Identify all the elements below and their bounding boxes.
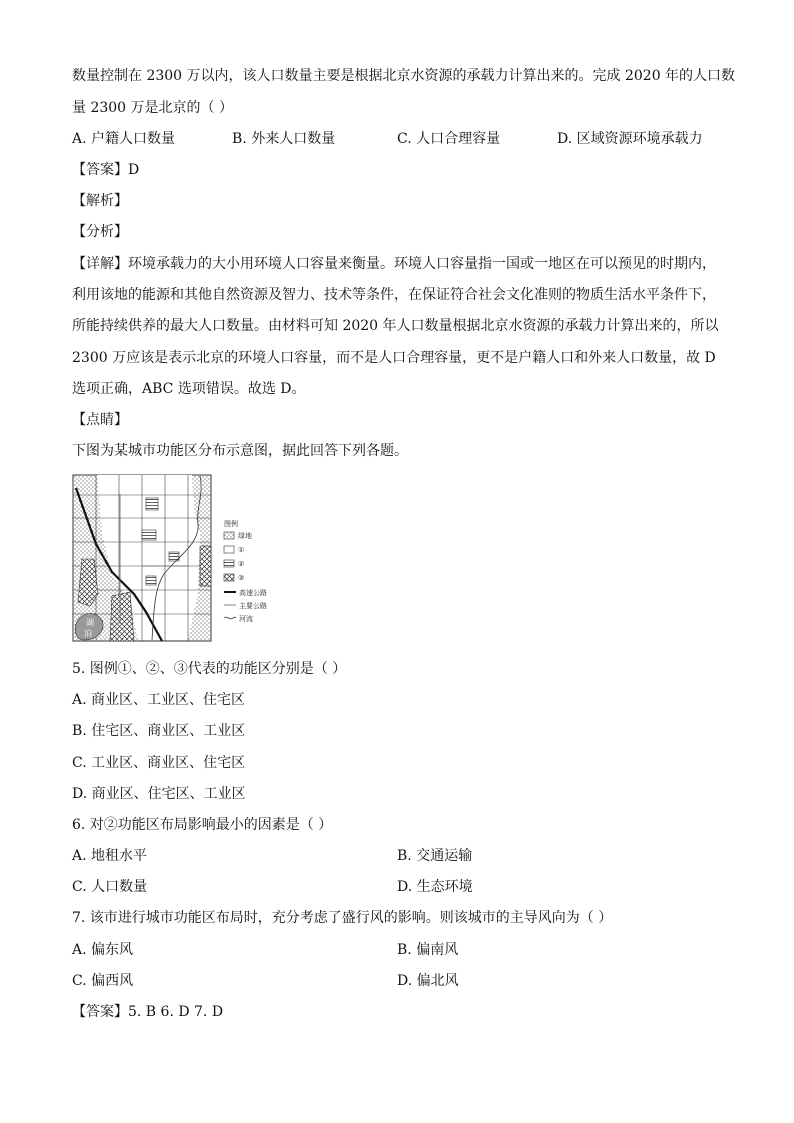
q7-stem: 7. 该市进行城市功能区布局时，充分考虑了盛行风的影响。则该城市的主导风向为（ ）: [72, 910, 613, 926]
dianjing-heading: 【点睛】: [72, 412, 128, 428]
city-function-map: [72, 474, 304, 644]
q5-option-c: C. 工业区、商业区、住宅区: [72, 755, 246, 771]
prev-answer: 【答案】D: [72, 162, 140, 178]
q7-option-c: C. 偏西风: [72, 973, 134, 989]
detail-line-5: 选项正确，ABC 选项错误。故选 D。: [72, 381, 306, 397]
detail-line-1: 【详解】环境承载力的大小用环境人口容量来衡量。环境人口容量指一国或一地区在可以预见的时期内，: [72, 256, 716, 272]
q7-option-a: A. 偏东风: [72, 942, 134, 958]
intro-line-1: 数量控制在 2300 万以内，该人口数量主要是根据北京水资源的承载力计算出来的。完成 2020 年的人口数: [72, 68, 736, 84]
final-answer: 【答案】5. B 6. D 7. D: [72, 1004, 224, 1020]
q6-option-d: D. 生态环境: [397, 879, 473, 895]
prev-option-c: C. 人口合理容量: [397, 131, 501, 147]
q6-option-b: B. 交通运输: [397, 848, 473, 864]
legend-river: 河流: [239, 616, 253, 623]
lake-label-1: 湖: [86, 618, 94, 627]
q5-option-d: D. 商业区、住宅区、工业区: [72, 786, 246, 802]
q6-option-c: C. 人口数量: [72, 879, 148, 895]
q5-option-b: B. 住宅区、商业区、工业区: [72, 723, 246, 739]
prev-option-b: B. 外来人口数量: [232, 131, 336, 147]
fenxi-heading: 【分析】: [72, 224, 128, 240]
legend-green: 绿地: [238, 533, 252, 540]
q6-option-a: A. 地租水平: [72, 848, 148, 864]
legend-main-road: 主要公路: [239, 603, 267, 610]
map-frame: [73, 475, 211, 641]
legend-highway: 高速公路: [239, 590, 267, 597]
legend-1: ①: [238, 547, 245, 554]
group-intro: 下图为某城市功能区分布示意图，据此回答下列各题。: [72, 443, 408, 459]
q5-stem: 5. 图例①、②、③代表的功能区分别是（ ）: [72, 661, 347, 677]
legend-3: ③: [238, 575, 245, 582]
q7-option-d: D. 偏北风: [397, 973, 459, 989]
detail-line-4: 2300 万应该是表示北京的环境人口容量，而不是人口合理容量，更不是户籍人口和外来人口数量，故 D: [72, 350, 716, 366]
detail-line-2: 利用该地的能源和其他自然资源及智力、技术等条件，在保证符合社会文化准则的物质生活水平条件下，: [72, 287, 716, 303]
prev-option-d: D. 区域资源环境承载力: [557, 131, 703, 147]
q6-stem: 6. 对②功能区布局影响最小的因素是（ ）: [72, 817, 333, 833]
legend-title: 图例: [224, 521, 238, 528]
detail-line-3: 所能持续供养的最大人口数量。由材料可知 2020 年人口数量根据北京水资源的承载力计算出来的，所以: [72, 318, 719, 334]
legend-2: ②: [238, 561, 245, 568]
intro-line-2: 量 2300 万是北京的（ ）: [72, 100, 233, 116]
prev-option-a: A. 户籍人口数量: [72, 131, 176, 147]
map-legend: [224, 519, 267, 623]
q5-option-a: A. 商业区、工业区、住宅区: [72, 692, 246, 708]
q7-option-b: B. 偏南风: [397, 942, 459, 958]
lake-label-2: 泊: [84, 629, 92, 638]
analysis-heading: 【解析】: [72, 193, 128, 209]
